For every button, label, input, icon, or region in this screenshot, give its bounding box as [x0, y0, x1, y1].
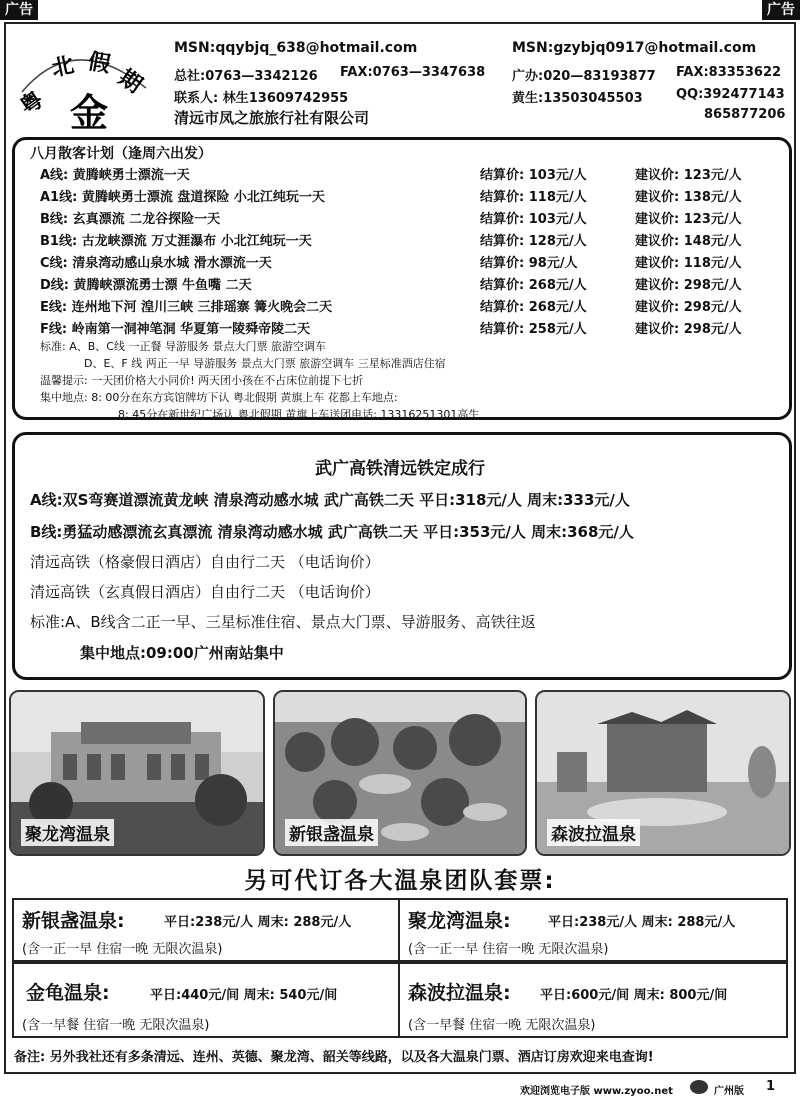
rail-line-a: A线:双S弯赛道漂流黄龙峡 清泉湾动感水城 武广高铁二天 平日:318元/人 周末:333元/人	[30, 491, 630, 509]
fax-head-office: FAX:0763—3347638	[340, 65, 486, 80]
route-name: F线: 岭南第一洞神笔洞 华夏第一陵舜帝陵二天	[40, 322, 311, 337]
route-settle-price: 结算价: 118元/人	[480, 190, 587, 205]
qq-number: QQ:392477143	[676, 87, 785, 102]
package-name: 聚龙湾温泉:	[408, 910, 511, 932]
rail-line-b: B线:勇猛动感漂流玄真漂流 清泉湾动感水城 武广高铁二天 平日:353元/人 周末:368元/人	[30, 523, 634, 541]
package-name: 金龟温泉:	[26, 982, 110, 1004]
remark: 备注: 另外我社还有多条清远、连州、英德、聚龙湾、韶关等线路，以及各大温泉门票、酒店订房欢迎来电查询!	[14, 1050, 654, 1065]
photo-julongwan	[9, 690, 265, 856]
package-card	[398, 898, 788, 962]
package-card	[12, 962, 400, 1038]
package-desc: (含一早餐 住宿一晚 无限次温泉)	[22, 1018, 210, 1033]
logo-char-1: 粤	[15, 86, 49, 121]
qq-number-2: 865877206	[704, 107, 786, 122]
page-number: 1	[766, 1079, 776, 1094]
logo-char-4: 期	[113, 64, 147, 99]
rail-meeting-point: 集中地点:09:00广州南站集中	[80, 644, 284, 662]
photo-caption: 聚龙湾温泉	[21, 819, 114, 846]
rail-line-xuanzhen: 清远高铁（玄真假日酒店）自由行二天 （电话询价）	[30, 583, 380, 601]
route-settle-price: 结算价: 103元/人	[480, 212, 587, 227]
photo-caption: 新银盏温泉	[285, 819, 378, 846]
route-settle-price: 结算价: 268元/人	[480, 300, 587, 315]
rail-title: 武广高铁清远铁定成行	[315, 459, 485, 479]
ad-tag-right: 广告	[762, 0, 800, 20]
route-settle-price: 结算价: 128元/人	[480, 234, 587, 249]
route-name: A线: 黄腾峡勇士漂流一天	[40, 168, 190, 183]
route-name: D线: 黄腾峡漂流勇士漂 牛鱼嘴 二天	[40, 278, 252, 293]
route-name: A1线: 黄腾峡勇士漂流 盘道探险 小北江纯玩一天	[40, 190, 325, 205]
msn-1: MSN:qqybjq_638@hotmail.com	[174, 40, 418, 56]
tel-guangzhou: 广办:020—83193877	[512, 69, 656, 84]
fax-guangzhou: FAX:83353622	[676, 65, 782, 80]
package-card	[12, 898, 400, 962]
route-suggest-price: 建议价: 118元/人	[635, 256, 742, 271]
route-suggest-price: 建议价: 298元/人	[635, 300, 742, 315]
package-name: 森波拉温泉:	[408, 982, 511, 1004]
route-suggest-price: 建议价: 138元/人	[635, 190, 742, 205]
msn-2: MSN:gzybjq0917@hotmail.com	[512, 40, 757, 56]
company-logo	[14, 40, 164, 130]
footer-edition: 广州版	[714, 1086, 744, 1097]
route-name: C线: 清泉湾动感山泉水城 滑水漂流一天	[40, 256, 272, 271]
plan-note-tip: 温馨提示: 一天团价格大小同价! 两天团小孩在不占床位前提下七折	[40, 374, 364, 387]
photo-xinyinzhan	[273, 690, 527, 856]
rail-line-standard: 标准:A、B线含二正一早、三星标准住宿、景点大门票、导游服务、高铁往返	[30, 613, 536, 631]
package-price: 平日:238元/人 周末: 288元/人	[548, 915, 736, 930]
logo-center-char: 金	[70, 90, 109, 130]
package-desc: (含一早餐 住宿一晚 无限次温泉)	[408, 1018, 596, 1033]
package-price: 平日:440元/间 周末: 540元/间	[150, 988, 338, 1003]
plan-note-meeting: 集中地点: 8: 00分在东方宾馆牌坊下认 粤北假期 黄旗上车 花都上车地点:	[40, 391, 398, 404]
logo-char-3: 假	[86, 48, 113, 78]
route-settle-price: 结算价: 268元/人	[480, 278, 587, 293]
company-name: 清远市凤之旅旅行社有限公司	[174, 109, 370, 127]
route-suggest-price: 建议价: 298元/人	[635, 322, 742, 337]
plan-title: 八月散客计划（逢周六出发）	[30, 146, 212, 162]
package-desc: (含一正一早 住宿一晚 无限次温泉)	[22, 942, 223, 957]
footer-logo-icon	[690, 1080, 708, 1094]
rail-line-geho: 清远高铁（格豪假日酒店）自由行二天 （电话询价）	[30, 553, 380, 571]
package-card	[398, 962, 788, 1038]
tel-head-office: 总社:0763—3342126	[174, 69, 318, 84]
package-price: 平日:238元/人 周末: 288元/人	[164, 915, 352, 930]
photo-caption: 森波拉温泉	[547, 819, 640, 846]
route-suggest-price: 建议价: 148元/人	[635, 234, 742, 249]
contact-lin: 联系人: 林生13609742955	[174, 91, 349, 106]
plan-note-standard: 标准: A、B、C线 一正餐 导游服务 景点大门票 旅游空调车	[40, 340, 326, 353]
route-name: B线: 玄真漂流 二龙谷探险一天	[40, 212, 221, 227]
package-name: 新银盏温泉:	[22, 910, 125, 932]
logo-char-2: 北	[49, 51, 77, 82]
packages-title: 另可代订各大温泉团队套票:	[244, 868, 556, 894]
package-desc: (含一正一早 住宿一晚 无限次温泉)	[408, 942, 609, 957]
footer-welcome: 欢迎浏览电子版 www.zyoo.net	[520, 1086, 673, 1097]
plan-note-meeting-2: 8: 45分在新世纪广场认 粤北假期 黄旗上车送团电话: 13316251301高生	[118, 408, 480, 421]
plan-note-standard-def: D、E、F 线 两正一早 导游服务 景点大门票 旅游空调车 三星标准酒店住宿	[84, 357, 446, 370]
route-settle-price: 结算价: 98元/人	[480, 256, 578, 271]
photo-senbola	[535, 690, 791, 856]
route-settle-price: 结算价: 258元/人	[480, 322, 587, 337]
package-price: 平日:600元/间 周末: 800元/间	[540, 988, 728, 1003]
route-name: E线: 连州地下河 湟川三峡 三排瑶寨 篝火晚会二天	[40, 300, 333, 315]
route-suggest-price: 建议价: 123元/人	[635, 168, 742, 183]
route-name: B1线: 古龙峡漂流 万丈涯瀑布 小北江纯玩一天	[40, 234, 312, 249]
ad-tag-left: 广告	[0, 0, 38, 20]
route-suggest-price: 建议价: 298元/人	[635, 278, 742, 293]
contact-huang: 黄生:13503045503	[512, 91, 643, 106]
route-suggest-price: 建议价: 123元/人	[635, 212, 742, 227]
route-settle-price: 结算价: 103元/人	[480, 168, 587, 183]
